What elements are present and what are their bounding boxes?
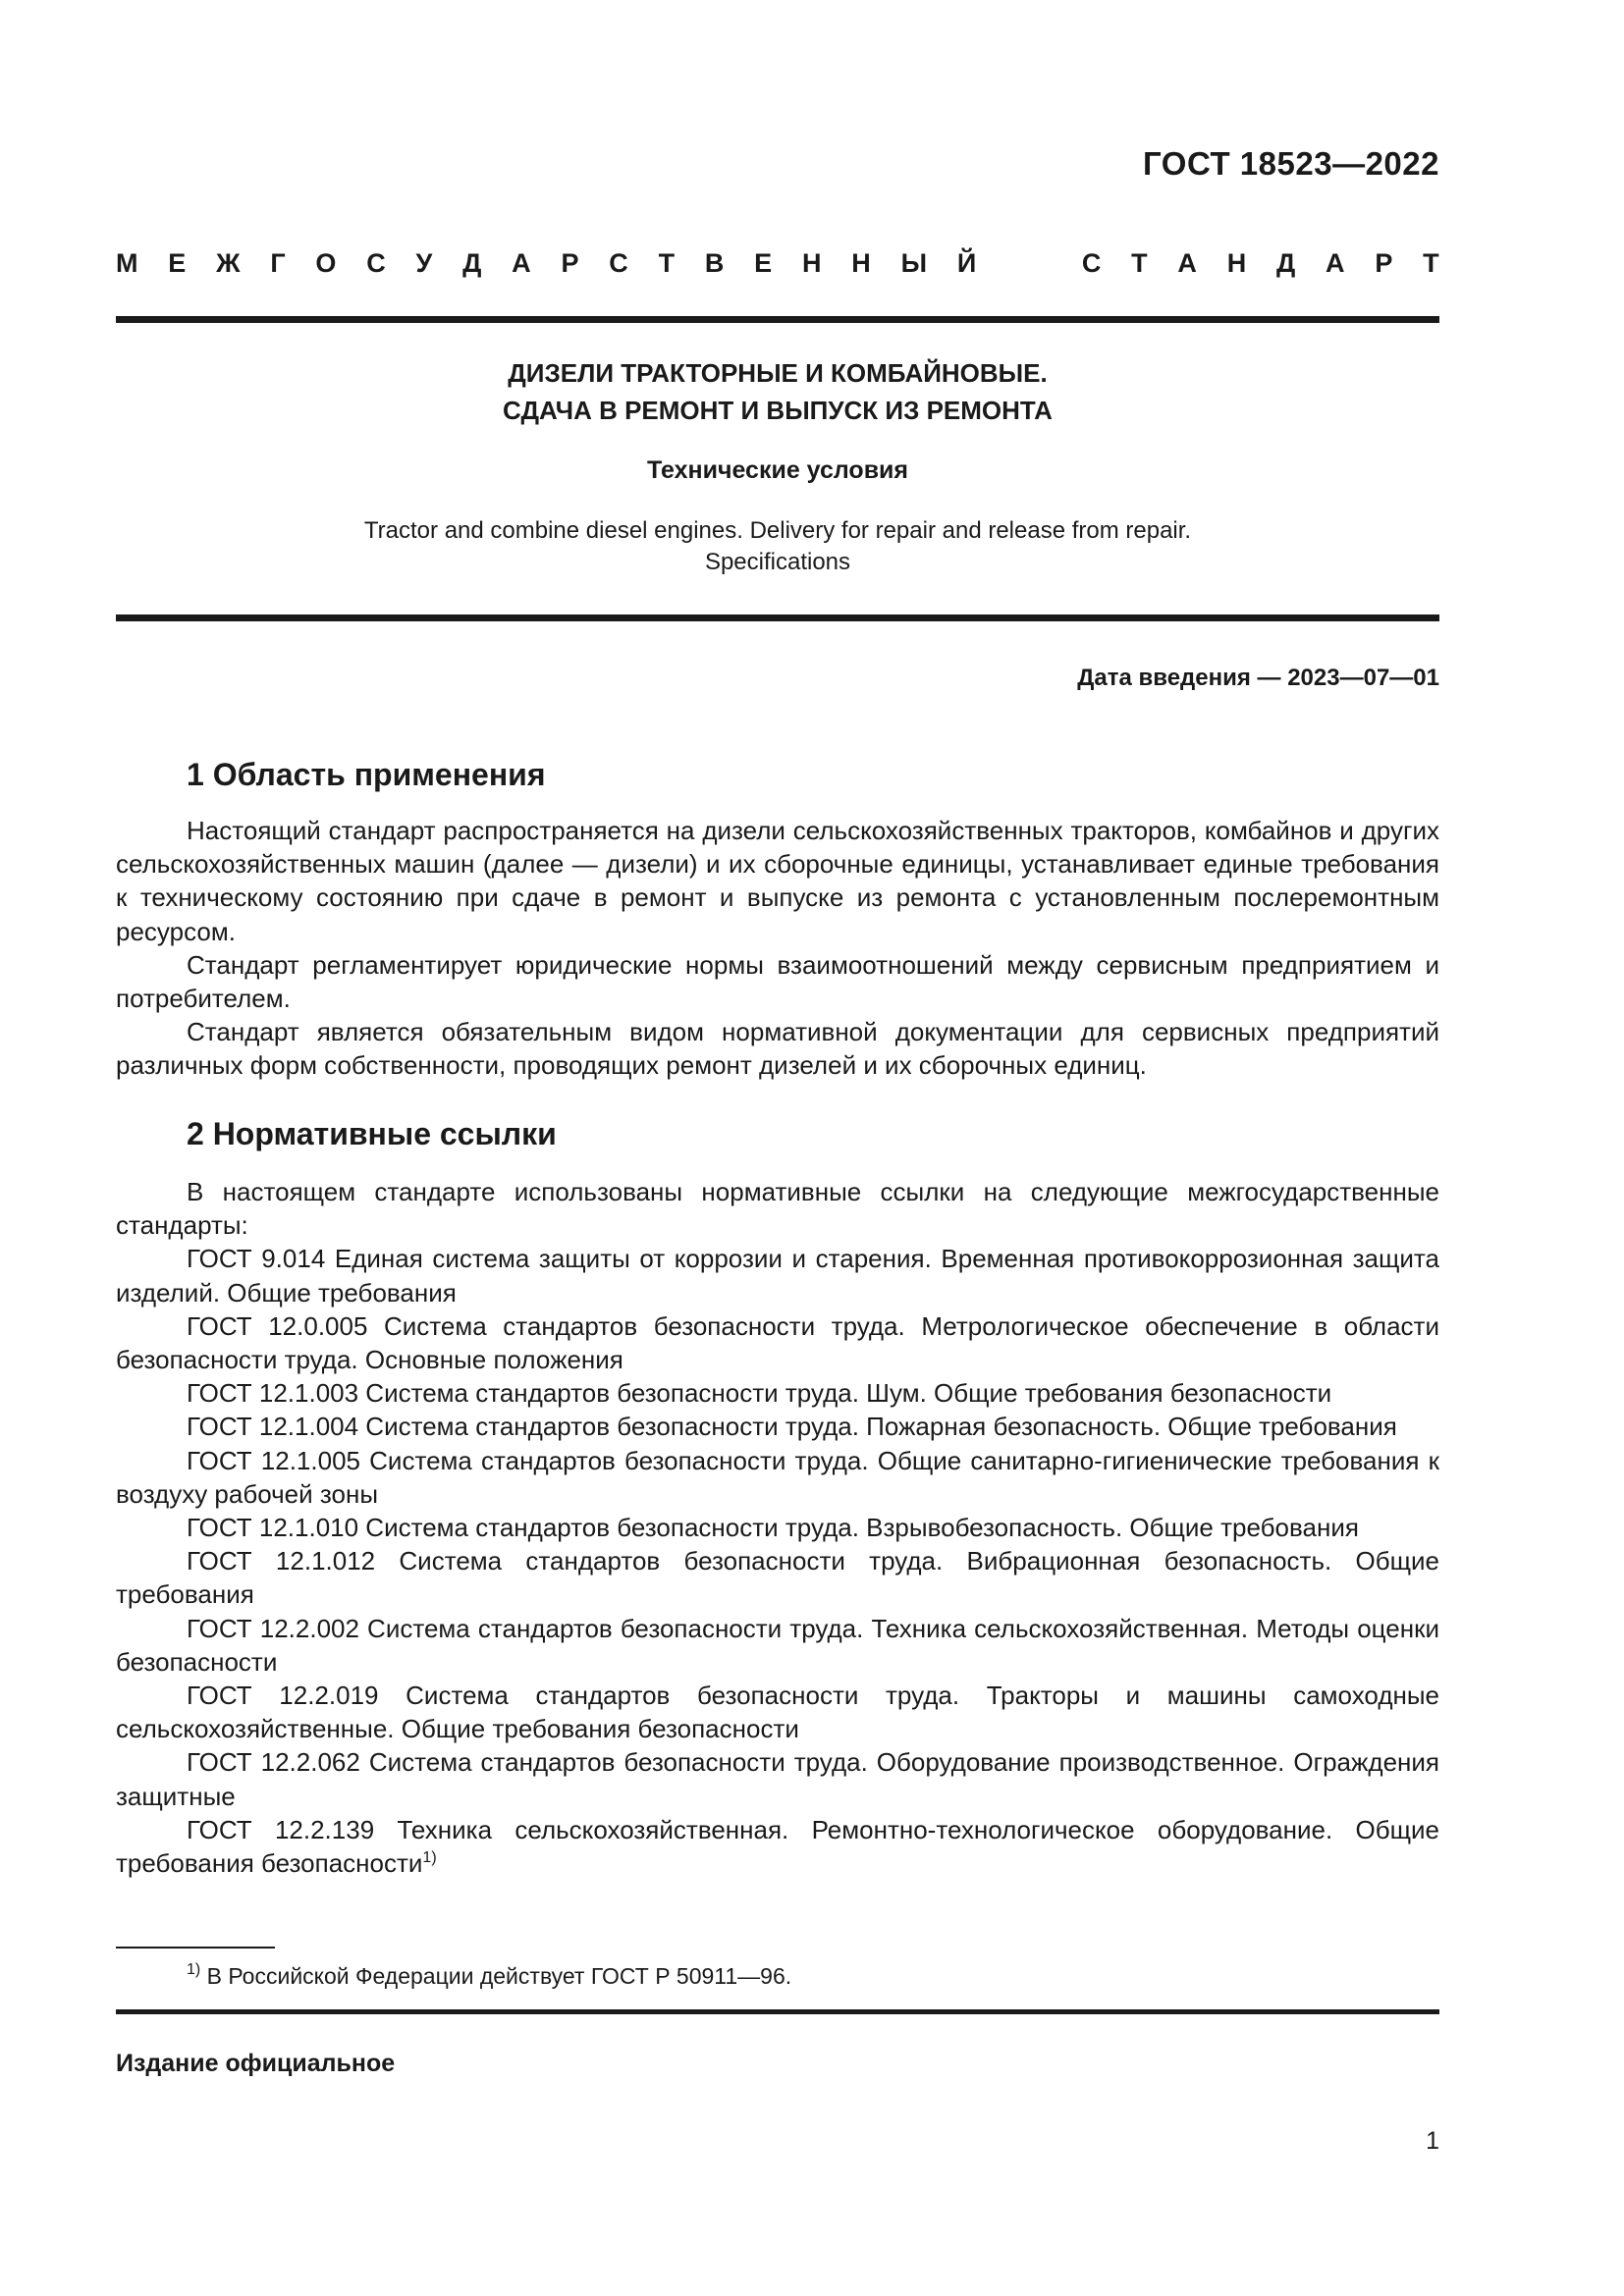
section-body (116, 814, 1439, 1083)
title-divider (116, 614, 1439, 621)
banner-letter: Т (1423, 248, 1439, 278)
english-title (116, 515, 1439, 578)
banner-letter: Т (1131, 248, 1148, 278)
edition-label: Издание официальное (116, 2050, 396, 2077)
banner-word-gap (1006, 248, 1052, 279)
banner-letter: У (415, 248, 433, 278)
english-title-line: Tractor and combine diesel engines. Delivery for repair and release from repair. (363, 517, 1192, 544)
reference-item: ГОСТ 12.1.005 Система стандартов безопасности труда. Общие санитарно-гигиенические требования к воздуху рабочей зоны (116, 1445, 1439, 1509)
footnote-mark: 1) (187, 1961, 201, 1978)
footer-divider (116, 2009, 1439, 2014)
banner-letter: С (609, 248, 628, 278)
reference-item: ГОСТ 12.1.004 Система стандартов безопасности труда. Пожарная безопасность. Общие требования (187, 1412, 1397, 1442)
banner-letter: А (1326, 248, 1345, 278)
reference-text: ГОСТ 12.2.139 Техника сельскохозяйственная. Ремонтно-технологическое оборудование. Общие требования безопасности (116, 1814, 1439, 1879)
banner-letter: Р (561, 248, 579, 278)
reference-item: ГОСТ 12.2.002 Система стандартов безопасности труда. Техника сельскохозяйственная. Методы оценки безопасности (116, 1613, 1439, 1677)
paragraph: Стандарт регламентирует юридические нормы взаимоотношений между сервисным предприятием и потребителем. (116, 949, 1439, 1014)
footnote-mark: 1) (422, 1849, 437, 1867)
reference-item: ГОСТ 12.2.019 Система стандартов безопасности труда. Тракторы и машины самоходные сельскохозяйственные. Общие требования безопасности (116, 1681, 1439, 1744)
section-heading: 2 Нормативные ссылки (187, 1116, 557, 1151)
banner-letter: О (315, 248, 337, 278)
document-subtitle: Технические условия (646, 456, 909, 484)
banner-letter: Н (801, 248, 822, 278)
banner-letter: А (512, 248, 531, 278)
introduction-date: Дата введения — 2023—07—01 (1077, 665, 1439, 691)
reference-item: ГОСТ 12.0.005 Система стандартов безопасности труда. Метрологическое обеспечение в области безопасности труда. Основные положения (116, 1310, 1439, 1375)
banner-letter: Н (851, 248, 871, 278)
normative-references (116, 1175, 1439, 1880)
banner-letter: Ы (900, 248, 928, 278)
banner-letter: А (1177, 248, 1197, 278)
section-heading: 1 Область применения (187, 757, 546, 792)
banner-letter: В (704, 248, 725, 278)
page-number: 1 (1426, 2127, 1439, 2155)
banner-letter: Т (658, 248, 676, 278)
banner-letter: Й (956, 248, 977, 278)
banner-letter: Н (1226, 248, 1247, 278)
title-line: СДАЧА В РЕМОНТ И ВЫПУСК ИЗ РЕМОНТА (503, 396, 1053, 425)
reference-item: ГОСТ 12.1.012 Система стандартов безопасности труда. Вибрационная безопасность. Общие требования (116, 1546, 1439, 1610)
banner-letter: Е (168, 248, 187, 278)
banner-letter: Е (754, 248, 773, 278)
interstate-standard-banner (116, 248, 1439, 279)
title-line: ДИЗЕЛИ ТРАКТОРНЫЕ И КОМБАЙНОВЫЕ. (508, 358, 1048, 388)
reference-item: ГОСТ 12.2.062 Система стандартов безопасности труда. Оборудование производственное. Ограждения защитные (116, 1747, 1439, 1811)
footnote (187, 1963, 791, 1990)
reference-item (116, 1813, 1439, 1880)
banner-letter: С (366, 248, 386, 278)
banner-letter: Г (270, 248, 286, 278)
banner-letter: Д (1276, 248, 1296, 278)
banner-letter: С (1081, 248, 1102, 278)
paragraph: В настоящем стандарте использованы нормативные ссылки на следующие межгосударственные стандарты: (116, 1177, 1439, 1241)
document-title (116, 354, 1439, 429)
reference-item: ГОСТ 12.1.003 Система стандартов безопасности труда. Шум. Общие требования безопасности (187, 1378, 1332, 1409)
banner-letter: Р (1375, 248, 1393, 278)
footnote-divider (116, 1947, 275, 1949)
banner-letter: Д (462, 248, 482, 278)
reference-item: ГОСТ 12.1.010 Система стандартов безопасности труда. Взрывобезопасность. Общие требования (187, 1513, 1359, 1543)
header-divider (116, 316, 1439, 323)
banner-letter: М (116, 248, 138, 278)
paragraph: Настоящий стандарт распространяется на дизели сельскохозяйственных тракторов, комбайнов и других сельскохозяйственных машин (далее — дизели) и их сборочные единицы, устанавливает единые требования к техническому состоянию при сдаче в ремонт и выпуске из ремонта с установленным послеремонтным ресурсом. (116, 816, 1439, 946)
banner-letter: Ж (216, 248, 241, 278)
paragraph: Стандарт является обязательным видом нормативной документации для сервисных предприятий различных форм собственности, проводящих ремонт дизелей и их сборочных единиц. (116, 1017, 1439, 1081)
gost-code: ГОСТ 18523—2022 (1143, 145, 1439, 182)
footnote-text: В Российской Федерации действует ГОСТ Р 50911—96. (206, 1963, 792, 1989)
reference-item: ГОСТ 9.014 Единая система защиты от коррозии и старения. Временная противокоррозионная защита изделий. Общие требования (116, 1244, 1439, 1308)
english-title-line: Specifications (704, 549, 851, 575)
